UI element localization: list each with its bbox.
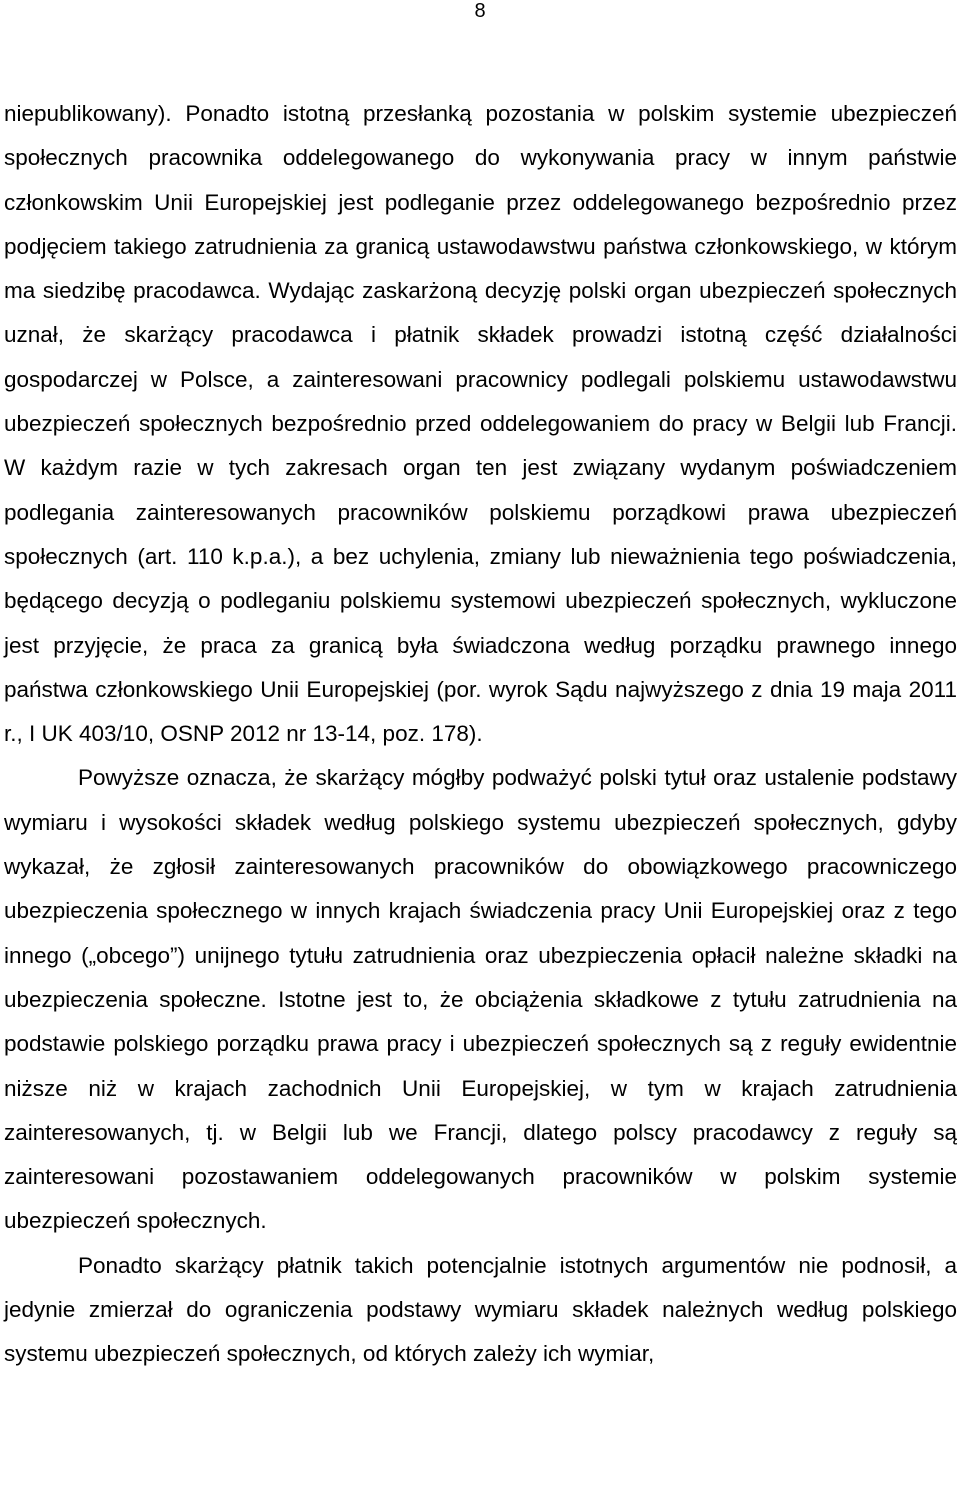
- paragraph-continued: niepublikowany). Ponadto istotną przesłanką pozostania w polskim systemie ubezpieczeń społecznych pracownika oddelegowanego do wykonywania pracy w innym państwie członkowskim Unii Europejskiej jest podleganie przez oddelegowanego bezpośrednio przez podjęciem takiego zatrudnienia za granicą ustawodawstwu państwa członkowskiego, w którym ma siedzibę pracodawca. Wydając zaskarżoną decyzję polski organ ubezpieczeń społecznych uznał, że skarżący pracodawca i płatnik składek prowadzi istotną część działalności gospodarczej w Polsce, a zainteresowani pracownicy podlegali polskiemu ustawodawstwu ubezpieczeń społecznych bezpośrednio przed oddelegowaniem do pracy w Belgii lub Francji. W każdym razie w tych zakresach organ ten jest związany wydanym poświadczeniem podlegania zainteresowanych pracowników polskiemu porządkowi prawa ubezpieczeń społecznych (art. 110 k.p.a.), a bez uchylenia, zmiany lub nieważnienia tego poświadczenia, będącego decyzją o podleganiu polskiemu systemowi ubezpieczeń społecznych, wykluczone jest przyjęcie, że praca za granicą była świadczona według porządku prawnego innego państwa członkowskiego Unii Europejskiej (por. wyrok Sądu najwyższego z dnia 19 maja 2011 r., I UK 403/10, OSNP 2012 nr 13-14, poz. 178).: [4, 101, 957, 747]
- paragraph: Powyższe oznacza, że skarżący mógłby podważyć polski tytuł oraz ustalenie podstawy wymiaru i wysokości składek według polskiego systemu ubezpieczeń społecznych, gdyby wykazał, że zgłosił zainteresowanych pracowników do obowiązkowego pracowniczego ubezpieczenia społecznego w innych krajach świadczenia pracy Unii Europejskiej oraz z tego innego („obcego”) unijnego tytułu zatrudnienia oraz ubezpieczenia opłacił należne składki na ubezpieczenia społeczne. Istotne jest to, że obciążenia składkowe z tytułu zatrudnienia na podstawie polskiego porządku prawa pracy i ubezpieczeń społecznych są z reguły ewidentnie niższe niż w krajach zachodnich Unii Europejskiej, w tym w krajach zatrudnienia zainteresowanych, tj. w Belgii lub we Francji, dlatego polscy pracodawcy z reguły są zainteresowani pozostawaniem oddelegowanych pracowników w polskim systemie ubezpieczeń społecznych.: [4, 765, 957, 1234]
- document-body: [4, 92, 957, 1377]
- page-number: 8: [474, 0, 486, 22]
- paragraph: Ponadto skarżący płatnik takich potencjalnie istotnych argumentów nie podnosił, a jedynie zmierzał do ograniczenia podstawy wymiaru składek należnych według polskiego systemu ubezpieczeń społecznych, od których zależy ich wymiar,: [4, 1252, 957, 1367]
